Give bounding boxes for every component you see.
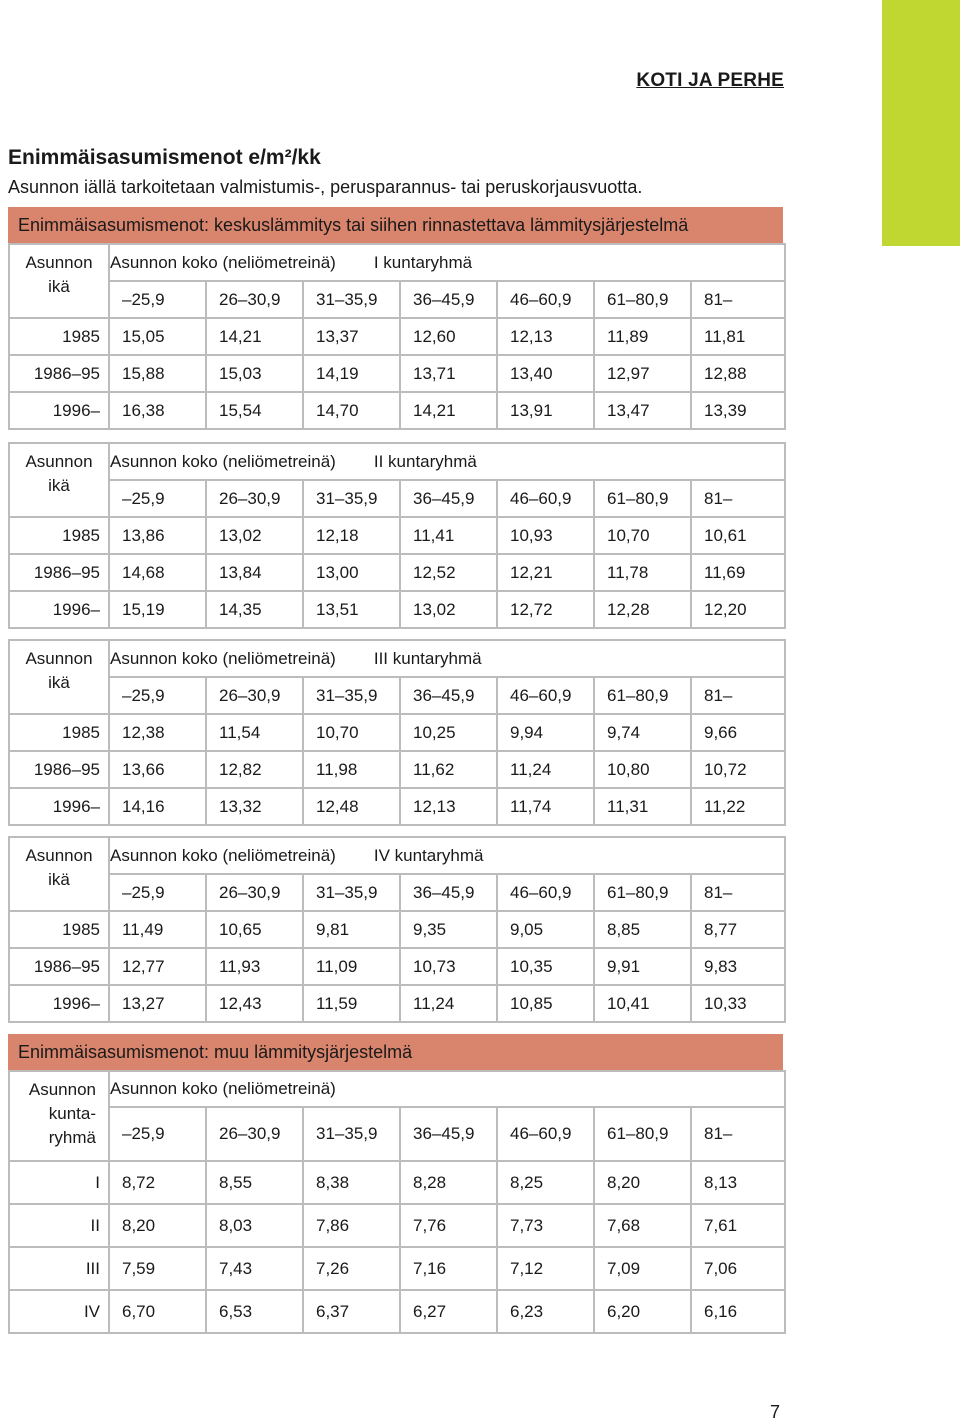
value-cell: 10,73 bbox=[400, 948, 497, 985]
value-cell: 11,09 bbox=[303, 948, 400, 985]
table-row bbox=[9, 714, 785, 751]
size-column-header: 36–45,9 bbox=[400, 874, 497, 911]
value-cell: 9,35 bbox=[400, 911, 497, 948]
value-cell: 10,35 bbox=[497, 948, 594, 985]
value-cell: 13,47 bbox=[594, 392, 691, 429]
value-cell: 10,25 bbox=[400, 714, 497, 751]
value-cell: 11,78 bbox=[594, 554, 691, 591]
municipality-group-name: I kuntaryhmä bbox=[373, 252, 473, 272]
value-cell: 10,65 bbox=[206, 911, 303, 948]
value-cell: 9,74 bbox=[594, 714, 691, 751]
section-color-tab bbox=[882, 0, 960, 246]
value-cell: 13,71 bbox=[400, 355, 497, 392]
value-cell: 13,00 bbox=[303, 554, 400, 591]
value-cell: 14,21 bbox=[206, 318, 303, 355]
value-cell: 7,59 bbox=[109, 1247, 206, 1290]
value-cell: 13,91 bbox=[497, 392, 594, 429]
size-label: Asunnon koko (neliömetreinä) bbox=[110, 451, 336, 471]
value-cell: 8,20 bbox=[594, 1161, 691, 1204]
value-cell: 7,68 bbox=[594, 1204, 691, 1247]
size-column-header: 26–30,9 bbox=[206, 1107, 303, 1161]
size-label: Asunnon koko (neliömetreinä) bbox=[110, 252, 336, 272]
value-cell: 7,61 bbox=[691, 1204, 785, 1247]
value-cell: 12,38 bbox=[109, 714, 206, 751]
value-cell: 13,02 bbox=[206, 517, 303, 554]
value-cell: 11,81 bbox=[691, 318, 785, 355]
group-table bbox=[8, 639, 786, 826]
value-cell: 15,88 bbox=[109, 355, 206, 392]
value-cell: 12,43 bbox=[206, 985, 303, 1022]
table-row bbox=[9, 1247, 785, 1290]
size-column-header: 61–80,9 bbox=[594, 874, 691, 911]
size-column-header: –25,9 bbox=[109, 1107, 206, 1161]
municipality-group-cell: III bbox=[9, 1247, 109, 1290]
age-cell: 1986–95 bbox=[9, 948, 109, 985]
section-header: KOTI JA PERHE bbox=[636, 70, 784, 91]
value-cell: 12,20 bbox=[691, 591, 785, 628]
value-cell: 10,93 bbox=[497, 517, 594, 554]
age-cell: 1985 bbox=[9, 318, 109, 355]
size-column-header: 46–60,9 bbox=[497, 1107, 594, 1161]
value-cell: 8,38 bbox=[303, 1161, 400, 1204]
age-column-label bbox=[9, 837, 109, 911]
municipality-group-name: III kuntaryhmä bbox=[373, 648, 482, 668]
value-cell: 10,33 bbox=[691, 985, 785, 1022]
size-column-header: 36–45,9 bbox=[400, 281, 497, 318]
size-column-header: 26–30,9 bbox=[206, 480, 303, 517]
value-cell: 8,03 bbox=[206, 1204, 303, 1247]
value-cell: 12,28 bbox=[594, 591, 691, 628]
size-group-header bbox=[109, 640, 785, 677]
size-column-header: –25,9 bbox=[109, 874, 206, 911]
size-column-header: –25,9 bbox=[109, 480, 206, 517]
size-group-header bbox=[109, 443, 785, 480]
value-cell: 8,85 bbox=[594, 911, 691, 948]
value-cell: 6,27 bbox=[400, 1290, 497, 1333]
value-cell: 12,21 bbox=[497, 554, 594, 591]
age-cell: 1986–95 bbox=[9, 751, 109, 788]
group-table bbox=[8, 243, 786, 430]
value-cell: 9,83 bbox=[691, 948, 785, 985]
size-column-header: 31–35,9 bbox=[303, 874, 400, 911]
size-column-header: –25,9 bbox=[109, 677, 206, 714]
size-column-header: 31–35,9 bbox=[303, 677, 400, 714]
size-label: Asunnon koko (neliömetreinä) bbox=[110, 845, 336, 865]
value-cell: 11,74 bbox=[497, 788, 594, 825]
size-column-header: 36–45,9 bbox=[400, 1107, 497, 1161]
size-label: Asunnon koko (neliömetreinä) bbox=[110, 648, 336, 668]
age-label-line: Asunnon bbox=[25, 846, 93, 865]
value-cell: 13,27 bbox=[109, 985, 206, 1022]
table-row bbox=[9, 1290, 785, 1333]
value-cell: 13,32 bbox=[206, 788, 303, 825]
age-label-line: ikä bbox=[48, 277, 70, 296]
age-label-line: Asunnon bbox=[25, 649, 93, 668]
age-cell: 1986–95 bbox=[9, 355, 109, 392]
value-cell: 8,20 bbox=[109, 1204, 206, 1247]
table-row bbox=[9, 948, 785, 985]
size-group-header bbox=[109, 244, 785, 281]
age-column-label bbox=[9, 640, 109, 714]
value-cell: 6,37 bbox=[303, 1290, 400, 1333]
age-cell: 1996– bbox=[9, 392, 109, 429]
value-cell: 11,54 bbox=[206, 714, 303, 751]
value-cell: 11,59 bbox=[303, 985, 400, 1022]
value-cell: 12,82 bbox=[206, 751, 303, 788]
table-row bbox=[9, 751, 785, 788]
value-cell: 14,68 bbox=[109, 554, 206, 591]
value-cell: 8,55 bbox=[206, 1161, 303, 1204]
group-table bbox=[8, 836, 786, 1023]
table-row bbox=[9, 985, 785, 1022]
value-cell: 13,02 bbox=[400, 591, 497, 628]
size-column-header: 26–30,9 bbox=[206, 281, 303, 318]
value-cell: 7,16 bbox=[400, 1247, 497, 1290]
age-cell: 1985 bbox=[9, 517, 109, 554]
size-column-header: 61–80,9 bbox=[594, 480, 691, 517]
banner-central-heating: Enimmäisasumismenot: keskuslämmitys tai siihen rinnastettava lämmitysjärjestelmä bbox=[8, 207, 783, 243]
municipality-group-cell: IV bbox=[9, 1290, 109, 1333]
value-cell: 12,13 bbox=[400, 788, 497, 825]
age-cell: 1985 bbox=[9, 911, 109, 948]
value-cell: 11,31 bbox=[594, 788, 691, 825]
value-cell: 7,76 bbox=[400, 1204, 497, 1247]
age-cell: 1985 bbox=[9, 714, 109, 751]
value-cell: 12,48 bbox=[303, 788, 400, 825]
value-cell: 15,05 bbox=[109, 318, 206, 355]
value-cell: 6,53 bbox=[206, 1290, 303, 1333]
value-cell: 13,40 bbox=[497, 355, 594, 392]
value-cell: 15,54 bbox=[206, 392, 303, 429]
value-cell: 7,26 bbox=[303, 1247, 400, 1290]
value-cell: 8,28 bbox=[400, 1161, 497, 1204]
size-column-header: 46–60,9 bbox=[497, 677, 594, 714]
value-cell: 14,35 bbox=[206, 591, 303, 628]
size-column-header: 26–30,9 bbox=[206, 677, 303, 714]
size-column-header: –25,9 bbox=[109, 281, 206, 318]
size-column-header: 81– bbox=[691, 281, 785, 318]
value-cell: 6,16 bbox=[691, 1290, 785, 1333]
value-cell: 10,72 bbox=[691, 751, 785, 788]
value-cell: 9,94 bbox=[497, 714, 594, 751]
size-column-header: 81– bbox=[691, 874, 785, 911]
value-cell: 13,37 bbox=[303, 318, 400, 355]
other-heating-table bbox=[8, 1070, 786, 1334]
value-cell: 11,24 bbox=[497, 751, 594, 788]
value-cell: 7,86 bbox=[303, 1204, 400, 1247]
value-cell: 13,39 bbox=[691, 392, 785, 429]
value-cell: 13,86 bbox=[109, 517, 206, 554]
age-cell: 1996– bbox=[9, 985, 109, 1022]
size-column-header: 31–35,9 bbox=[303, 281, 400, 318]
value-cell: 15,03 bbox=[206, 355, 303, 392]
table-row bbox=[9, 591, 785, 628]
group-label-line: kunta- bbox=[48, 1104, 96, 1123]
table-row bbox=[9, 554, 785, 591]
value-cell: 7,43 bbox=[206, 1247, 303, 1290]
value-cell: 11,98 bbox=[303, 751, 400, 788]
group-label-line: ryhmä bbox=[48, 1128, 96, 1147]
age-cell: 1996– bbox=[9, 591, 109, 628]
value-cell: 14,21 bbox=[400, 392, 497, 429]
age-label-line: Asunnon bbox=[25, 253, 93, 272]
page-subtitle: Asunnon iällä tarkoitetaan valmistumis-, perusparannus- tai peruskorjausvuotta. bbox=[8, 177, 643, 197]
table-row bbox=[9, 318, 785, 355]
value-cell: 11,69 bbox=[691, 554, 785, 591]
value-cell: 14,70 bbox=[303, 392, 400, 429]
value-cell: 12,77 bbox=[109, 948, 206, 985]
size-column-header: 36–45,9 bbox=[400, 677, 497, 714]
table-row bbox=[9, 355, 785, 392]
value-cell: 13,66 bbox=[109, 751, 206, 788]
value-cell: 6,23 bbox=[497, 1290, 594, 1333]
value-cell: 11,22 bbox=[691, 788, 785, 825]
value-cell: 9,81 bbox=[303, 911, 400, 948]
age-label-line: ikä bbox=[48, 476, 70, 495]
value-cell: 12,52 bbox=[400, 554, 497, 591]
group-label-line: Asunnon bbox=[28, 1080, 96, 1099]
value-cell: 10,70 bbox=[594, 517, 691, 554]
age-cell: 1996– bbox=[9, 788, 109, 825]
value-cell: 8,77 bbox=[691, 911, 785, 948]
value-cell: 9,91 bbox=[594, 948, 691, 985]
table-row bbox=[9, 1161, 785, 1204]
value-cell: 7,06 bbox=[691, 1247, 785, 1290]
age-label-line: Asunnon bbox=[25, 452, 93, 471]
age-column-label bbox=[9, 443, 109, 517]
value-cell: 12,13 bbox=[497, 318, 594, 355]
size-group-header bbox=[109, 837, 785, 874]
age-label-line: ikä bbox=[48, 870, 70, 889]
value-cell: 12,97 bbox=[594, 355, 691, 392]
municipality-group-column-label bbox=[9, 1071, 109, 1161]
value-cell: 7,09 bbox=[594, 1247, 691, 1290]
value-cell: 11,24 bbox=[400, 985, 497, 1022]
value-cell: 14,16 bbox=[109, 788, 206, 825]
municipality-group-name: IV kuntaryhmä bbox=[373, 845, 484, 865]
value-cell: 7,73 bbox=[497, 1204, 594, 1247]
table-row bbox=[9, 392, 785, 429]
table-row bbox=[9, 517, 785, 554]
value-cell: 12,72 bbox=[497, 591, 594, 628]
age-cell: 1986–95 bbox=[9, 554, 109, 591]
value-cell: 8,13 bbox=[691, 1161, 785, 1204]
size-column-header: 61–80,9 bbox=[594, 281, 691, 318]
size-column-header: 46–60,9 bbox=[497, 874, 594, 911]
value-cell: 14,19 bbox=[303, 355, 400, 392]
value-cell: 6,70 bbox=[109, 1290, 206, 1333]
value-cell: 6,20 bbox=[594, 1290, 691, 1333]
value-cell: 11,89 bbox=[594, 318, 691, 355]
value-cell: 11,49 bbox=[109, 911, 206, 948]
size-column-header: 61–80,9 bbox=[594, 677, 691, 714]
size-column-header: 61–80,9 bbox=[594, 1107, 691, 1161]
size-column-header: 26–30,9 bbox=[206, 874, 303, 911]
size-column-header: 81– bbox=[691, 480, 785, 517]
municipality-group-cell: I bbox=[9, 1161, 109, 1204]
value-cell: 10,61 bbox=[691, 517, 785, 554]
size-label: Asunnon koko (neliömetreinä) bbox=[109, 1071, 785, 1107]
table-row bbox=[9, 788, 785, 825]
value-cell: 10,80 bbox=[594, 751, 691, 788]
size-column-header: 46–60,9 bbox=[497, 480, 594, 517]
municipality-group-cell: II bbox=[9, 1204, 109, 1247]
table-row bbox=[9, 911, 785, 948]
size-column-header: 81– bbox=[691, 677, 785, 714]
value-cell: 12,60 bbox=[400, 318, 497, 355]
value-cell: 7,12 bbox=[497, 1247, 594, 1290]
value-cell: 10,85 bbox=[497, 985, 594, 1022]
size-column-header: 36–45,9 bbox=[400, 480, 497, 517]
value-cell: 10,70 bbox=[303, 714, 400, 751]
table-row bbox=[9, 1204, 785, 1247]
value-cell: 8,25 bbox=[497, 1161, 594, 1204]
page-title: Enimmäisasumismenot e/m²/kk bbox=[8, 146, 321, 169]
value-cell: 10,41 bbox=[594, 985, 691, 1022]
value-cell: 12,88 bbox=[691, 355, 785, 392]
municipality-group-name: II kuntaryhmä bbox=[373, 451, 477, 471]
group-table bbox=[8, 442, 786, 629]
value-cell: 15,19 bbox=[109, 591, 206, 628]
page-number: 7 bbox=[770, 1402, 781, 1422]
value-cell: 8,72 bbox=[109, 1161, 206, 1204]
value-cell: 16,38 bbox=[109, 392, 206, 429]
value-cell: 11,41 bbox=[400, 517, 497, 554]
value-cell: 9,66 bbox=[691, 714, 785, 751]
age-column-label bbox=[9, 244, 109, 318]
value-cell: 11,93 bbox=[206, 948, 303, 985]
value-cell: 13,84 bbox=[206, 554, 303, 591]
value-cell: 12,18 bbox=[303, 517, 400, 554]
value-cell: 11,62 bbox=[400, 751, 497, 788]
value-cell: 9,05 bbox=[497, 911, 594, 948]
banner-other-heating: Enimmäisasumismenot: muu lämmitysjärjestelmä bbox=[8, 1034, 783, 1070]
size-column-header: 46–60,9 bbox=[497, 281, 594, 318]
age-label-line: ikä bbox=[48, 673, 70, 692]
size-column-header: 31–35,9 bbox=[303, 1107, 400, 1161]
size-column-header: 81– bbox=[691, 1107, 785, 1161]
value-cell: 13,51 bbox=[303, 591, 400, 628]
size-column-header: 31–35,9 bbox=[303, 480, 400, 517]
